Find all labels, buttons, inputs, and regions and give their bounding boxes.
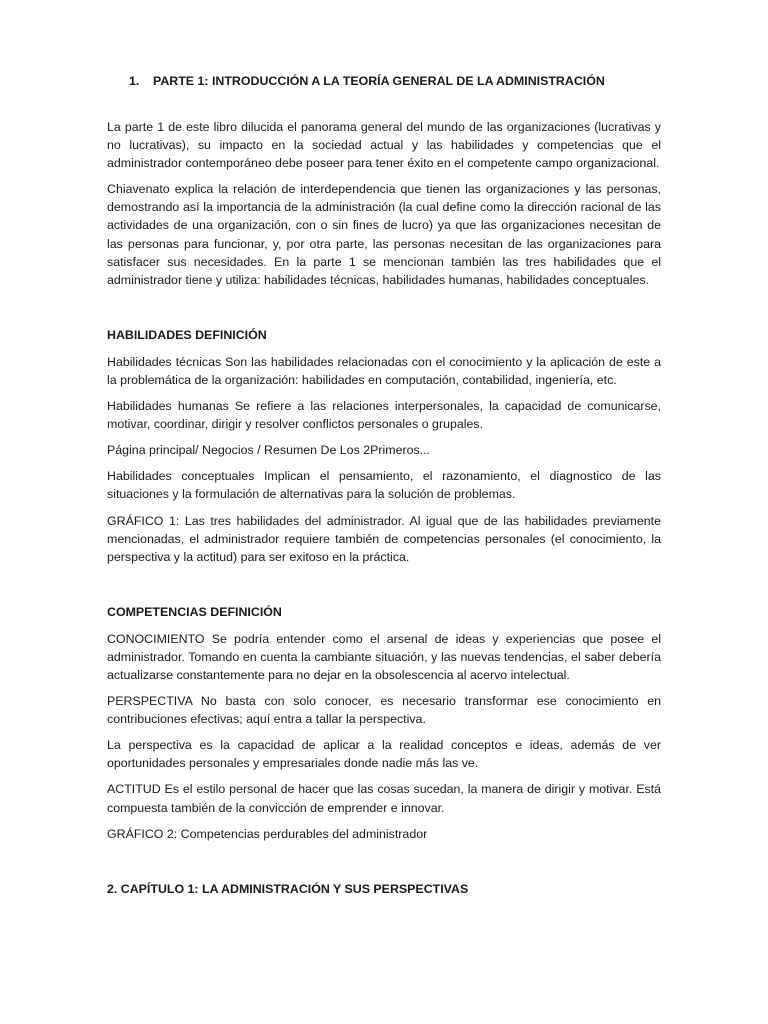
heading-text: PARTE 1: INTRODUCCIÓN A LA TEORÍA GENERAL DE LA ADMINISTRACIÓN [153,74,605,88]
paragraph-chiavenato: Chiavenato explica la relación de interdependencia que tienen las organizaciones y las personas, demostrando así la importancia de la administración (la cual define como la dirección racional de las actividades de una organización, con o sin fines de lucro) ya que las organizaciones necesitan de las personas para funcionar, y, por otra parte, las personas necesitan de las organizaciones para satisfacer sus necesidades. En la parte 1 se mencionan también las tres habilidades que el administrador tiene y utiliza: habilidades técnicas, habilidades humanas, habilidades conceptuales. [107,182,661,287]
paragraph-habilidades-conceptuales: Habilidades conceptuales Implican el pensamiento, el razonamiento, el diagnostico de las situaciones y la formulación de alternativas para la solución de problemas. [107,469,661,502]
section-heading-competencias: COMPETENCIAS DEFINICIÓN [107,604,282,619]
section-heading-habilidades: HABILIDADES DEFINICIÓN [107,327,267,342]
document-body [107,72,661,898]
paragraph-breadcrumb-text: Página principal/ Negocios / Resumen De Los 2Primeros... [107,443,430,458]
section-heading-parte-1 [107,72,661,90]
paragraph-habilidades-humanas: Habilidades humanas Se refiere a las relaciones interpersonales, la capacidad de comunicarse, motivar, coordinar, dirigir y resolver conflictos personales o grupales. [107,399,661,432]
paragraph-grafico-1: GRÁFICO 1: Las tres habilidades del administrador. Al igual que de las habilidades previamente mencionadas, el administrador requiere también de competencias personales (el conocimiento, la perspectiva y la actitud) para ser exitoso en la práctica. [107,513,661,564]
paragraph-habilidades-tecnicas: Habilidades técnicas Son las habilidades relacionadas con el conocimiento y la aplicación de este a la problemática de la organización: habilidades en computación, contabilidad, ingeniería, etc. [107,354,661,387]
paragraph-actitud: ACTITUD Es el estilo personal de hacer que las cosas sucedan, la manera de dirigir y motivar. Está compuesta también de la convicción de emprender e innovar. [107,782,661,815]
paragraph-intro: La parte 1 de este libro dilucida el panorama general del mundo de las organizaciones (lucrativas y no lucrativas), su impacto en la sociedad actual y las habilidades y competencias que el administrador contemporáneo debe poseer para tener éxito en el competente campo organizacional. [107,120,661,171]
section-heading-capitulo-1: 2. CAPÍTULO 1: LA ADMINISTRACIÓN Y SUS PERSPECTIVAS [107,881,469,896]
paragraph-perspectiva: PERSPECTIVA No basta con solo conocer, es necesario transformar ese conocimiento en contribuciones efectivas; aquí entra a tallar la perspectiva. [107,694,661,727]
paragraph-perspectiva-capacidad: La perspectiva es la capacidad de aplicar a la realidad conceptos e ideas, además de ver oportunidades personales y empresariales donde nadie más las ve. [107,738,661,771]
heading-number: 1. [129,74,140,88]
paragraph-grafico-2: GRÁFICO 2: Competencias perdurables del administrador [107,826,428,841]
paragraph-conocimiento: CONOCIMIENTO Se podría entender como el arsenal de ideas y experiencias que posee el administrador. Tomando en cuenta la cambiante situación, y las nuevas tendencias, el saber debería actualizarse constantemente para no dejar en la obsolescencia al acervo intelectual. [107,631,661,682]
